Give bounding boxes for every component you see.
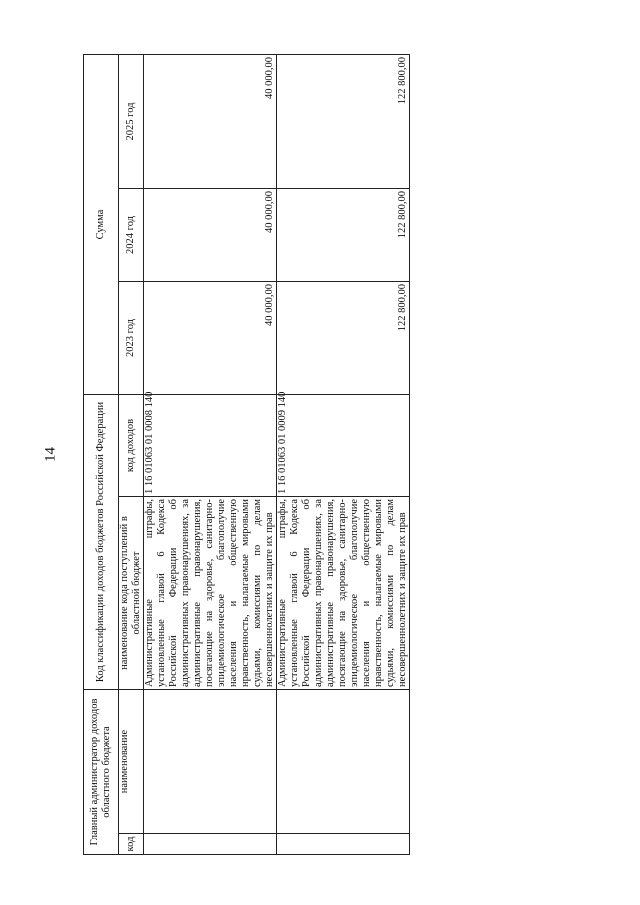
header-row-2 <box>119 54 144 854</box>
income-name-cell: Административные штрафы, установленные главой 6 Кодекса Российской Федерации об административных правонарушениях, за административные правонарушения, посягающие на здоровье, санитарно-эпидемиологическое благополучие населения и общественную нравственность, налагаемые мировыми судьями, комиссиями по делам несовершеннолетних и защите их прав <box>277 497 410 690</box>
sum-group-header: Сумма <box>84 54 119 394</box>
sum-2024-cell: 40 000,00 <box>144 188 277 281</box>
classification-group-header: Код классификации доходов бюджетов Российской Федерации <box>84 394 119 689</box>
admin-group-header: Главный администратор доходов областного бюджета <box>84 690 119 855</box>
admin-name-header: наименование <box>119 690 144 834</box>
year-2023-header: 2023 год <box>119 281 144 394</box>
admin-code-cell <box>144 834 277 855</box>
year-2024-header: 2024 год <box>119 188 144 281</box>
sum-2023-cell: 40 000,00 <box>144 281 277 394</box>
table-row <box>144 54 277 854</box>
year-2025-header: 2025 год <box>119 54 144 188</box>
page-number: 14 <box>42 447 59 462</box>
income-name-cell: Административные штрафы, установленные главой 6 Кодекса Российской Федерации об административных правонарушениях, за административные правонарушения, посягающие на здоровье, санитарно-эпидемиологическое благополучие населения и общественную нравственность, налагаемые мировыми судьями, комиссиями по делам несовершеннолетних и защите их прав <box>144 497 277 690</box>
sum-2025-cell: 122 800,00 <box>277 54 410 188</box>
income-name-header: наименование кода поступлений в областной бюджет <box>119 497 144 690</box>
income-code-cell: 1 16 01063 01 0009 140 <box>277 394 410 496</box>
admin-name-cell <box>277 690 410 834</box>
admin-code-cell <box>277 834 410 855</box>
sum-2023-cell: 122 800,00 <box>277 281 410 394</box>
admin-code-header: код <box>119 834 144 855</box>
table-row <box>277 54 410 854</box>
admin-name-cell <box>144 690 277 834</box>
income-code-cell: 1 16 01063 01 0008 140 <box>144 394 277 496</box>
income-code-header: код доходов <box>119 394 144 496</box>
sum-2025-cell: 40 000,00 <box>144 54 277 188</box>
income-table <box>83 54 410 855</box>
rotated-table-container <box>83 55 535 855</box>
sum-2024-cell: 122 800,00 <box>277 188 410 281</box>
header-row-1 <box>84 54 119 854</box>
